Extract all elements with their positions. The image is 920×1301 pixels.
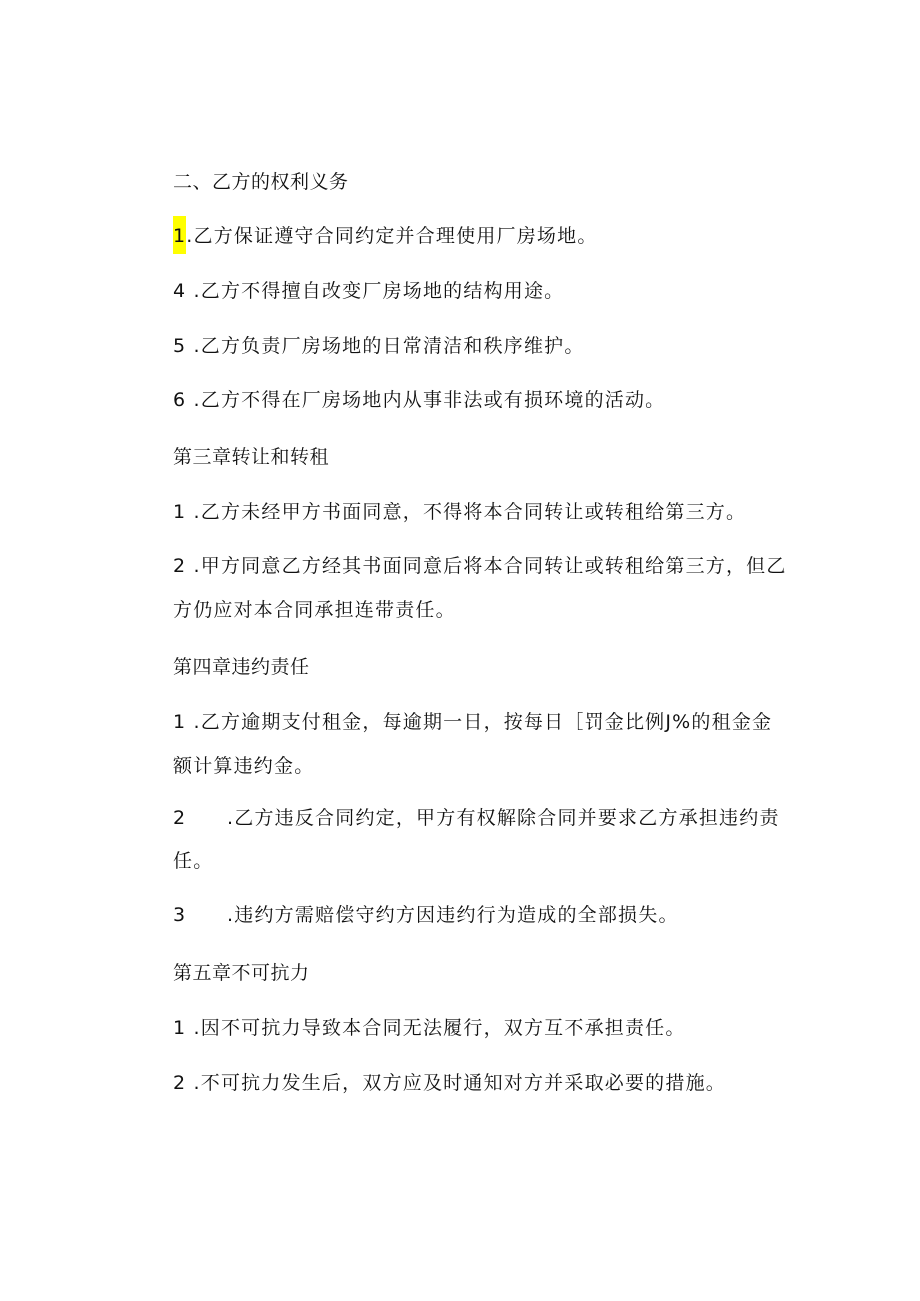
paragraph-breach-1-line1: 1 .乙方逾期支付租金，每逾期一日，按每日［罚金比例J%的租金金 bbox=[173, 711, 773, 733]
paragraph-breach-2-line2: 任。 bbox=[173, 850, 214, 872]
paragraph-breach-2-num: 2 bbox=[173, 807, 187, 829]
section-heading-force-majeure: 第五章不可抗力 bbox=[173, 962, 310, 984]
paragraph-item-1 bbox=[173, 224, 598, 248]
section-heading-breach: 第四章违约责任 bbox=[173, 656, 310, 678]
paragraph-breach-1-line2: 额计算违约金。 bbox=[173, 755, 315, 777]
paragraph-force-1: 1 .因不可抗力导致本合同无法履行，双方互不承担责任。 bbox=[173, 1017, 686, 1039]
paragraph-transfer-1: 1 .乙方未经甲方书面同意，不得将本合同转让或转租给第三方。 bbox=[173, 501, 747, 523]
paragraph-breach-2-line1: .乙方违反合同约定，甲方有权解除合同并要求乙方承担违约责 bbox=[227, 807, 780, 829]
section-heading-rights: 二、乙方的权利义务 bbox=[173, 171, 349, 193]
paragraph-text: .乙方保证遵守合同约定并合理使用厂房场地。 bbox=[186, 225, 598, 247]
paragraph-breach-3-text: .违约方需赔偿守约方因违约行为造成的全部损失。 bbox=[227, 904, 679, 926]
paragraph-transfer-2-line2: 方仍应对本合同承担连带责任。 bbox=[173, 599, 456, 621]
paragraph-item-6: 6 .乙方不得在厂房场地内从事非法或有损环境的活动。 bbox=[173, 389, 666, 411]
highlighted-number: 1 bbox=[173, 216, 186, 254]
paragraph-transfer-2-line1: 2 .甲方同意乙方经其书面同意后将本合同转让或转租给第三方，但乙 bbox=[173, 555, 787, 577]
section-heading-transfer: 第三章转让和转租 bbox=[173, 446, 330, 468]
paragraph-force-2: 2 .不可抗力发生后，双方应及时通知对方并采取必要的措施。 bbox=[173, 1072, 726, 1094]
paragraph-item-5: 5 .乙方负责厂房场地的日常清洁和秩序维护。 bbox=[173, 335, 585, 357]
paragraph-breach-3-num: 3 bbox=[173, 904, 187, 926]
paragraph-item-4: 4 .乙方不得擅自改变厂房场地的结构用途。 bbox=[173, 280, 565, 302]
